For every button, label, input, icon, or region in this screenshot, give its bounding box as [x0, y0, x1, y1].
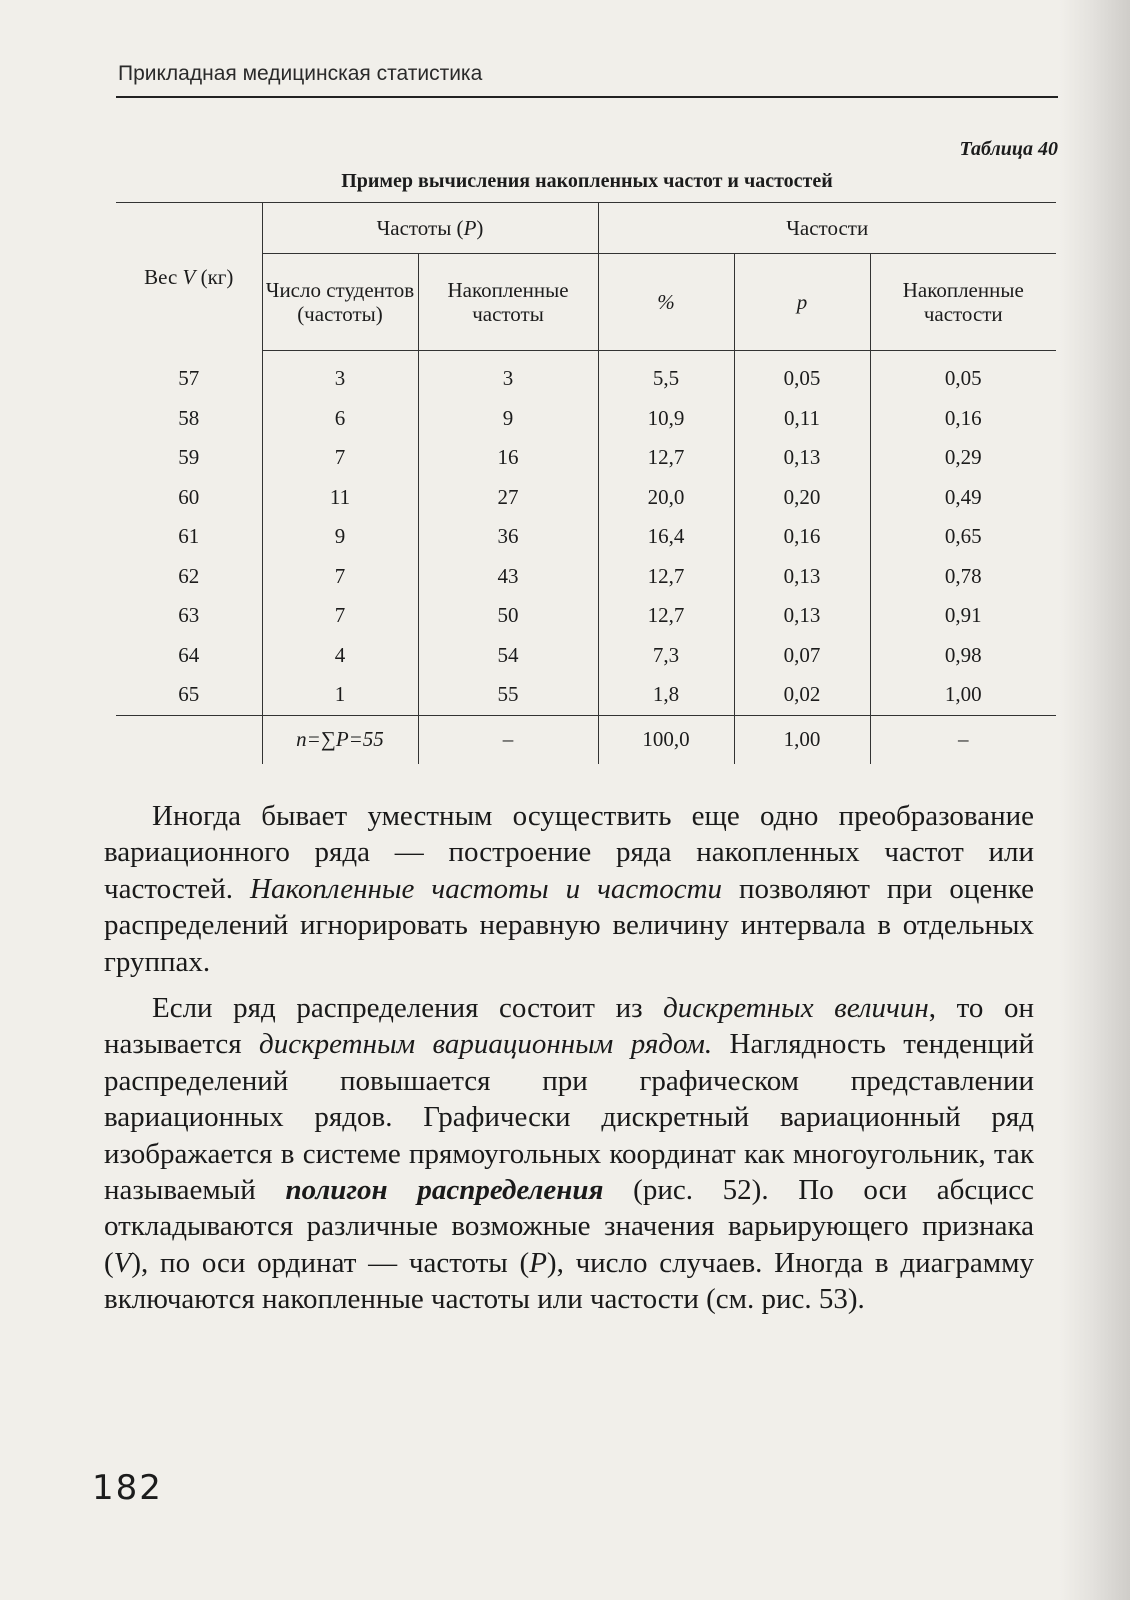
- cell-cum-freq: 9: [418, 399, 598, 439]
- table-row: [116, 636, 1056, 676]
- cell-percent: 10,9: [598, 399, 734, 439]
- cell-cum-rel: 0,78: [870, 557, 1056, 597]
- cell-weight: 57: [178, 366, 200, 390]
- table-row: [116, 675, 1056, 715]
- header-weight: Вес V (кг): [116, 203, 262, 351]
- table-number: Таблица 40: [959, 138, 1058, 160]
- cell-p: 0,20: [734, 478, 870, 518]
- cell-weight: 59: [178, 445, 200, 470]
- body-text: [104, 798, 1034, 1318]
- table-row: [116, 438, 1056, 478]
- paragraph-1: Иногда бывает уместным осуществить еще одно преобразование вариационного ряда — построение ряда накопленных частот или частостей. Накопленные частоты и частости позволяют при оценке распределений игнорировать неравную величину интервала в отдельных группах.: [104, 800, 1035, 978]
- cell-students: 1: [262, 675, 418, 715]
- table-row: [116, 351, 1056, 399]
- cell-cum-rel: 1,00: [870, 675, 1056, 715]
- cell-cum-rel: 0,29: [870, 438, 1056, 478]
- cell-weight: 58: [178, 405, 200, 430]
- cell-percent: 7,3: [598, 636, 734, 676]
- cell-weight: 61: [178, 524, 200, 549]
- page-number: 182: [92, 1468, 163, 1508]
- header-cumulative-frequencies: Накопленные частоты: [418, 254, 598, 351]
- cell-cum-freq: 54: [418, 636, 598, 676]
- table-row: [116, 478, 1056, 518]
- cell-weight: 65: [178, 682, 200, 707]
- cell-percent: 12,7: [598, 438, 734, 478]
- cell-students: 6: [262, 399, 418, 439]
- cell-students: 11: [262, 478, 418, 518]
- cell-p: 0,02: [734, 675, 870, 715]
- cell-students: 7: [262, 438, 418, 478]
- cell-p: 0,16: [734, 517, 870, 557]
- cell-p: 0,13: [734, 557, 870, 597]
- cell-weight: 60: [178, 484, 200, 509]
- cell-cum-freq: 50: [418, 596, 598, 636]
- cell-cum-freq: 16: [418, 438, 598, 478]
- cell-weight: 63: [178, 603, 200, 628]
- cell-percent: 16,4: [598, 517, 734, 557]
- paragraph-2: Если ряд распределения состоит из дискретных величин, то он называется дискретным вариационным рядом. Наглядность тенденций распределений повышается при графическом представлении вариационных рядов. Графически дискретный вариационный ряд изображается в системе прямоугольных координат как многоугольник, так называемый полигон распределения (рис. 52). По оси абсцисс откладываются различные возможные значения варьирующего признака (V), по оси ординат — частоты (P), число случаев. Иногда в диаграмму включаются накопленные частоты или частости (см. рис. 53).: [104, 992, 1034, 1316]
- cell-percent: 12,7: [598, 596, 734, 636]
- cell-students: 4: [262, 636, 418, 676]
- cell-p: 0,13: [734, 596, 870, 636]
- cell-students: 7: [262, 596, 418, 636]
- table-row: [116, 596, 1056, 636]
- header-p: p: [734, 254, 870, 351]
- cell-students: 7: [262, 557, 418, 597]
- cell-cum-rel: 0,65: [870, 517, 1056, 557]
- cell-cum-rel: 0,98: [870, 636, 1056, 676]
- cell-percent: 5,5: [598, 351, 734, 399]
- cell-cum-freq: 36: [418, 517, 598, 557]
- table-row: [116, 399, 1056, 439]
- cell-cum-freq: 43: [418, 557, 598, 597]
- cell-cum-rel: 0,16: [870, 399, 1056, 439]
- cell-p: 0,13: [734, 438, 870, 478]
- cell-weight: 64: [178, 642, 200, 667]
- running-head: Прикладная медицинская статистика: [118, 62, 483, 85]
- header-students: Число студентов (частоты): [262, 254, 418, 351]
- cell-p: 0,07: [734, 636, 870, 676]
- cell-percent: 1,8: [598, 675, 734, 715]
- table-total-row: [116, 715, 1056, 764]
- cell-total-empty: [116, 715, 262, 764]
- cell-cum-rel: 0,91: [870, 596, 1056, 636]
- cell-students: 9: [262, 517, 418, 557]
- cell-cum-rel: 0,05: [870, 351, 1056, 399]
- cell-weight: 62: [178, 563, 200, 588]
- table-row: [116, 517, 1056, 557]
- table-row: [116, 557, 1056, 597]
- cell-p: 0,05: [734, 351, 870, 399]
- table-title: Пример вычисления накопленных частот и частостей: [341, 170, 833, 192]
- cell-cum-freq: 27: [418, 478, 598, 518]
- cell-total-p: 1,00: [734, 715, 870, 764]
- cell-total-students: n=∑P=55: [262, 715, 418, 764]
- cell-cum-freq: 3: [418, 351, 598, 399]
- cell-p: 0,11: [734, 399, 870, 439]
- cell-total-cum-rel: –: [870, 715, 1056, 764]
- header-percent: %: [598, 254, 734, 351]
- cell-students: 3: [262, 351, 418, 399]
- header-frequencies-group: Частоты (P): [262, 203, 598, 254]
- cell-total-cum-freq: –: [418, 715, 598, 764]
- header-cumulative-relative: Накопленные частости: [870, 254, 1056, 351]
- cumulative-frequency-table: [116, 202, 1056, 764]
- cell-total-percent: 100,0: [598, 715, 734, 764]
- cell-percent: 20,0: [598, 478, 734, 518]
- page-edge-shadow: [1060, 0, 1130, 1600]
- header-relative-frequencies-group: Частости: [598, 203, 1056, 254]
- header-rule: [116, 96, 1058, 98]
- cell-cum-rel: 0,49: [870, 478, 1056, 518]
- cell-cum-freq: 55: [418, 675, 598, 715]
- cell-percent: 12,7: [598, 557, 734, 597]
